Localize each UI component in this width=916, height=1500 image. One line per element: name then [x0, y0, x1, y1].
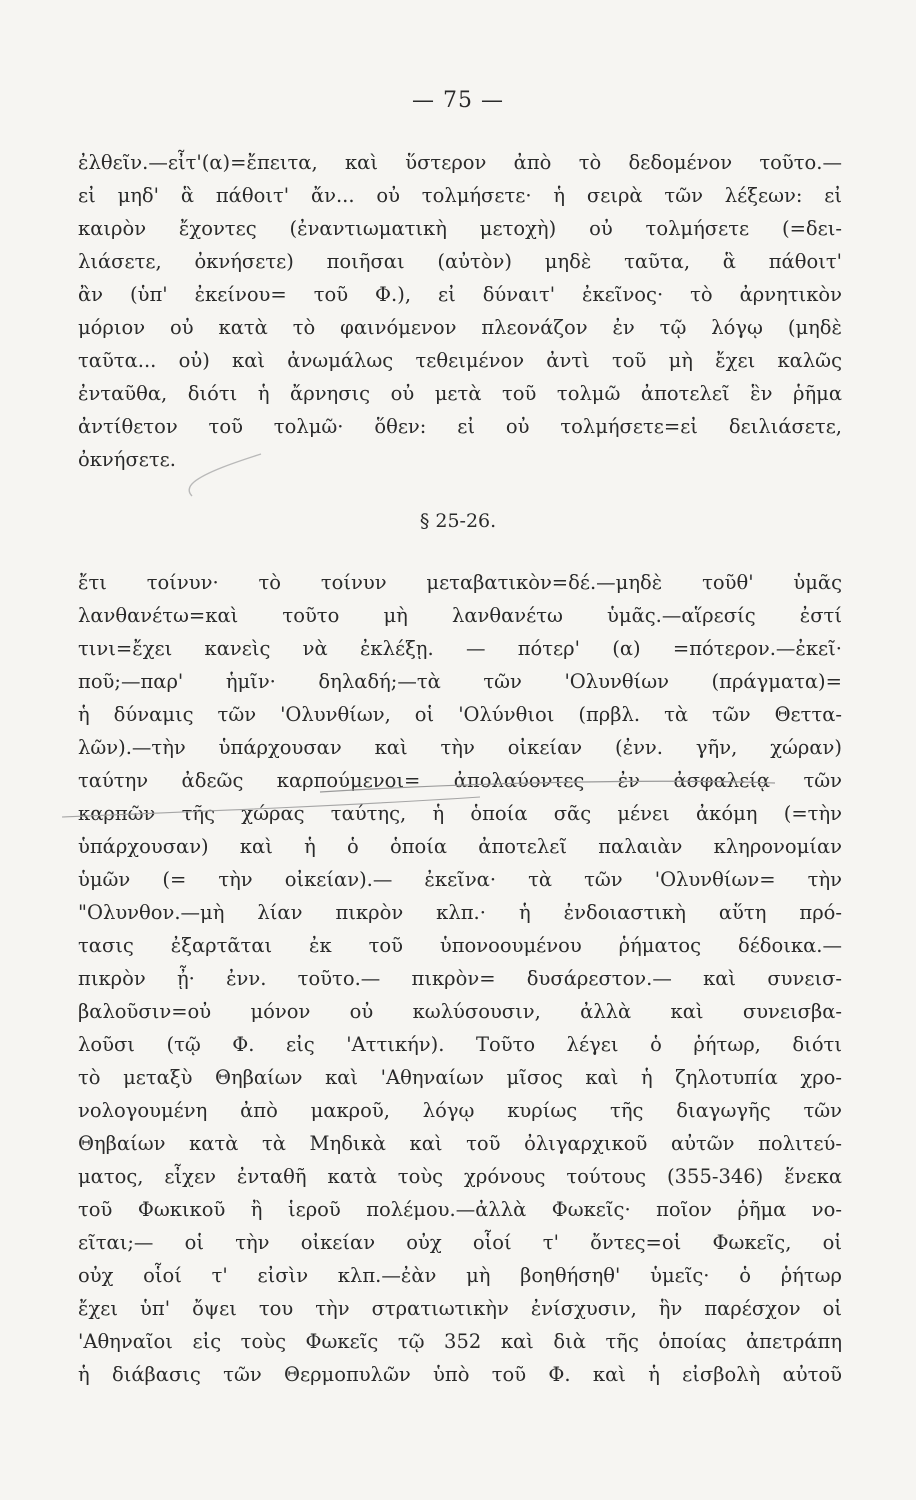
text-line: τινι=ἔχει κανεὶς νὰ ἐκλέξῃ. — πότερ' (α) =πότερον.—ἐκεῖ·: [78, 637, 842, 660]
text-line: ταῦτα... οὐ) καὶ ἀνωμάλως τεθειμένον ἀντὶ τοῦ μὴ ἔχει καλῶς: [78, 349, 842, 372]
text-line: λῶν).—τὴν ὑπάρχουσαν καὶ τὴν οἰκείαν (ἐνν. γῆν, χώραν): [78, 736, 842, 759]
text-line: νολογουμένη ἀπὸ μακροῦ, λόγῳ κυρίως τῆς διαγωγῆς τῶν: [78, 1099, 842, 1122]
text-line: ἡ διάβασις τῶν Θερμοπυλῶν ὑπὸ τοῦ Φ. καὶ ἡ εἰσβολὴ αὐτοῦ: [78, 1363, 842, 1386]
text-line: εῖται;— οἱ τὴν οἰκείαν οὐχ οἷοί τ' ὄντες=οἱ Φωκεῖς, οἱ: [78, 1231, 842, 1254]
text-line: "Ολυνθον.—μὴ λίαν πικρὸν κλπ.· ἡ ἐνδοιαστικὴ αὕτη πρό-: [78, 901, 842, 924]
text-line: Θηβαίων κατὰ τὰ Μηδικὰ καὶ τοῦ ὀλιγαρχικοῦ αὐτῶν πολιτεύ-: [78, 1132, 842, 1155]
pencil-underline-icon: [60, 755, 800, 825]
text-line: ματος, εἶχεν ἐνταθῆ κατὰ τοὺς χρόνους τούτους (355-346) ἕνεκα: [78, 1165, 842, 1188]
text-line: τοῦ Φωκικοῦ ἢ ἱεροῦ πολέμου.—ἀλλὰ Φωκεῖς· ποῖον ῥῆμα νο-: [78, 1198, 842, 1221]
text-line: ἀντίθετον τοῦ τολμῶ· ὅθεν: εἰ οὐ τολμήσετε=εἰ δειλιάσετε,: [78, 415, 842, 438]
text-line: λανθανέτω=καὶ τοῦτο μὴ λανθανέτω ὑμᾶς.—αἵρεσίς ἐστί: [78, 604, 842, 627]
text-line: βαλοῦσιν=οὐ μόνον οὐ κωλύσουσιν, ἀλλὰ καὶ συνεισβα-: [78, 1000, 842, 1023]
text-line: τὸ μεταξὺ Θηβαίων καὶ 'Αθηναίων μῖσος καὶ ἡ ζηλοτυπία χρο-: [78, 1066, 842, 1089]
text-line: ἔχει ὑπ' ὄψει του τὴν στρατιωτικὴν ἐνίσχυσιν, ἣν παρέσχον οἱ: [78, 1297, 842, 1320]
text-line: ὑμῶν (= τὴν οἰκείαν).— ἐκεῖνα· τὰ τῶν 'Ολυνθίων= τὴν: [78, 868, 842, 891]
text-line: ὑπάρχουσαν) καὶ ἡ ὁ ὁποία ἀποτελεῖ παλαιὰν κληρονομίαν: [78, 835, 842, 858]
paragraph-commentary-25-26: [78, 566, 842, 1391]
text-line: ὀκνήσετε.: [78, 448, 176, 471]
pencil-mark-icon: [176, 452, 266, 497]
text-line: πικρὸν ᾖ· ἐνν. τοῦτο.— πικρὸν= δυσάρεστον.— καὶ συνεισ-: [78, 967, 842, 990]
text-line: μόριον οὐ κατὰ τὸ φαινόμενον πλεονάζον ἐν τῷ λόγῳ (μηδὲ: [78, 316, 842, 339]
text-line: λιάσετε, ὀκνήσετε) ποιῆσαι (αὐτὸν) μηδὲ ταῦτα, ἃ πάθοιτ': [78, 250, 842, 273]
text-line: τασις ἐξαρτᾶται ἐκ τοῦ ὑπονοουμένου ῥήματος δέδοικα.—: [78, 934, 842, 957]
text-line: καιρὸν ἔχοντες (ἐναντιωματικὴ μετοχὴ) οὐ τολμήσετε (=δει-: [78, 217, 842, 240]
text-line: ἐνταῦθα, διότι ἡ ἄρνησις οὐ μετὰ τοῦ τολμῶ ἀποτελεῖ ἓν ῥῆμα: [78, 382, 842, 405]
text-line: εἰ μηδ' ἃ πάθοιτ' ἄν... οὐ τολμήσετε· ἡ σειρὰ τῶν λέξεων: εἰ: [78, 184, 842, 207]
text-line: καρπῶν τῆς χώρας ταύτης, ἡ ὁποία σᾶς μένει ἀκόμη (=τὴν: [78, 802, 842, 825]
text-line: ἐλθεῖν.—εἶτ'(α)=ἔπειτα, καὶ ὕστερον ἀπὸ τὸ δεδομένον τοῦτο.—: [78, 151, 842, 174]
page-number: — 75 —: [412, 88, 504, 113]
text-line: ποῦ;—παρ' ἡμῖν· δηλαδή;—τὰ τῶν 'Ολυνθίων (πράγματα)=: [78, 670, 842, 693]
text-line: ταύτην ἀδεῶς καρπούμενοι= ἀπολαύοντες ἐν ἀσφαλείᾳ τῶν: [78, 769, 842, 792]
paragraph-commentary-24: [78, 146, 842, 476]
text-line: 'Αθηναῖοι εἰς τοὺς Φωκεῖς τῷ 352 καὶ διὰ τῆς ὁποίας ἀπετράπη: [78, 1330, 842, 1353]
text-line: ἂν (ὑπ' ἐκείνου= τοῦ Φ.), εἰ δύναιτ' ἐκεῖνος· τὸ ἀρνητικὸν: [78, 283, 842, 306]
text-line: ἡ δύναμις τῶν 'Ολυνθίων, οἱ 'Ολύνθιοι (πρβλ. τὰ τῶν Θεττα-: [78, 703, 842, 726]
text-line: ἔτι τοίνυν· τὸ τοίνυν μεταβατικὸν=δέ.—μηδὲ τοῦθ' ὑμᾶς: [78, 571, 842, 594]
section-heading: § 25-26.: [419, 510, 497, 532]
text-line: λοῦσι (τῷ Φ. εἰς 'Αττικήν). Τοῦτο λέγει ὁ ῥήτωρ, διότι: [78, 1033, 842, 1056]
text-line: οὐχ οἷοί τ' εἰσὶν κλπ.—ἐὰν μὴ βοηθήσηθ' ὑμεῖς· ὁ ῥήτωρ: [78, 1264, 842, 1287]
